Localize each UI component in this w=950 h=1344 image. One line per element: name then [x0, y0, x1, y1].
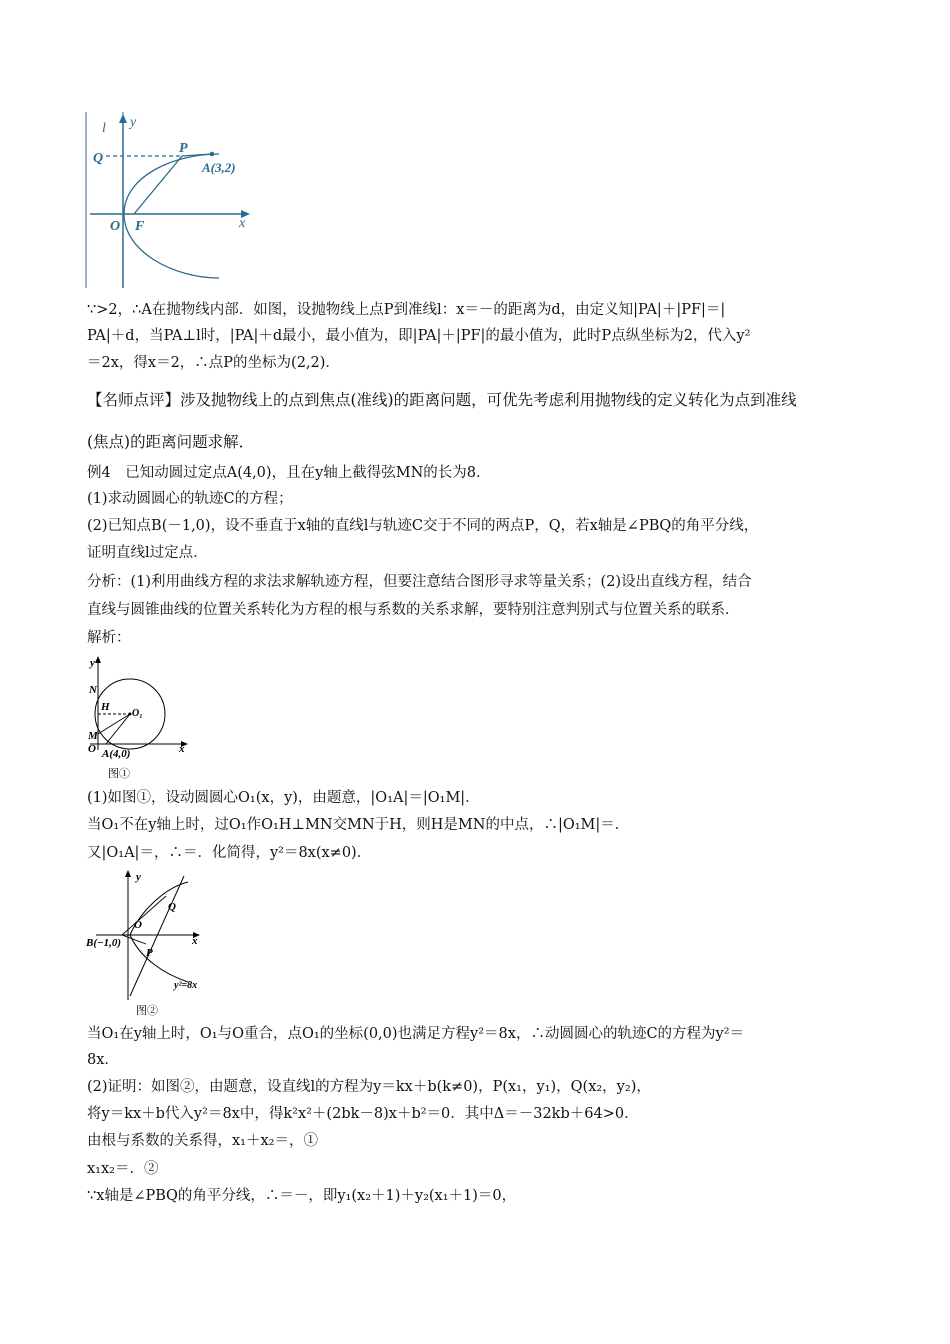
- fig2-x-label: x: [192, 935, 198, 947]
- y-axis-label: y: [130, 115, 137, 130]
- sol1-line3: 又|O₁A|＝，∴＝．化简得，y²＝8x(x≠0)．: [87, 845, 372, 861]
- analysis-line1: 分析：(1)利用曲线方程的求法求解轨迹方程，但要注意结合图形寻求等量关系；(2)设出直线方程，结合: [87, 574, 752, 590]
- analysis-line2: 直线与圆锥曲线的位置关系转化为方程的根与系数的关系求解，要特别注意判别式与位置关系的联系．: [87, 602, 740, 618]
- para1-line3: ＝2x，得x＝2，∴点P的坐标为(2,2)．: [87, 355, 340, 371]
- point-a-label: A(3,2): [202, 160, 236, 175]
- figure-1-circle: [86, 652, 196, 784]
- fig1-o-label: O: [88, 743, 96, 755]
- para1-line2: PA|＋d，当PA⊥l时，|PA|＋d最小，最小值为，即|PA|＋|PF|的最小值为，此时P点纵坐标为2，代入y²: [87, 328, 751, 344]
- solution-label: 解析：: [87, 630, 131, 646]
- example4-q1: (1)求动圆圆心的轨迹C的方程；: [87, 491, 293, 507]
- figure-2-parabola: [84, 866, 214, 1018]
- sol2-line3: (2)证明：如图②，由题意，设直线l的方程为y＝kx＋b(k≠0)，P(x₁，y₁)，Q(x₂，y₂)，: [87, 1079, 651, 1095]
- sol2-line5: 由根与系数的关系得，x₁＋x₂＝，①: [87, 1133, 318, 1149]
- fig1-m-label: M: [88, 730, 98, 742]
- fig1-a-label: A(4,0): [102, 748, 131, 760]
- fig2-b-label: B(−1,0): [86, 937, 122, 949]
- sol2-line4: 将y＝kx＋b代入y²＝8x中，得k²x²＋(2bk－8)x＋b²＝0．其中Δ＝－32kb＋64>0．: [87, 1106, 639, 1122]
- sol1-line2: 当O₁不在y轴上时，过O₁作O₁H⊥MN交MN于H，则H是MN的中点，∴|O₁M|＝．: [87, 817, 630, 833]
- sol2-line1: 当O₁在y轴上时，O₁与O重合，点O₁的坐标(0,0)也满足方程y²＝8x，∴动圆圆心的轨迹C的方程为y²＝: [87, 1026, 745, 1042]
- fig1-x-label: x: [179, 743, 185, 755]
- example4-q2-line1: (2)已知点B(－1,0)，设不垂直于x轴的直线l与轨迹C交于不同的两点P，Q，若x轴是∠PBQ的角平分线，: [87, 518, 759, 534]
- fig1-caption: 图①: [108, 768, 130, 780]
- fig1-n-label: N: [89, 684, 97, 696]
- origin-label: O: [110, 219, 121, 234]
- fig1-y-label: y: [90, 657, 95, 669]
- review-line1: 【名师点评】涉及抛物线上的点到焦点(准线)的距离问题，可优先考虑利用抛物线的定义转化为点到准线: [87, 391, 797, 409]
- fig2-o-label: O: [134, 919, 142, 931]
- x-axis-label: x: [239, 216, 246, 231]
- focus-label: F: [135, 219, 145, 234]
- review-line2: (焦点)的距离问题求解．: [87, 433, 255, 451]
- fig2-caption: 图②: [136, 1005, 158, 1017]
- parabola-figure: [84, 108, 264, 293]
- sol2-line7: ∵x轴是∠PBQ的角平分线，∴＝－，即y₁(x₂＋1)＋y₂(x₁＋1)＝0，: [87, 1188, 517, 1204]
- fig2-curve-label: y²=8x: [174, 980, 198, 991]
- example4-q2-line2: 证明直线l过定点．: [87, 545, 208, 561]
- sol2-line2: 8x．: [87, 1052, 119, 1068]
- fig1-o1-label: O₁: [132, 708, 143, 719]
- point-p-label: P: [179, 141, 188, 156]
- directrix-label: l: [102, 121, 106, 136]
- point-q-label: Q: [93, 151, 104, 166]
- sol2-line6: x₁x₂＝．②: [87, 1161, 159, 1177]
- sol1-line1: (1)如图①，设动圆圆心O₁(x，y)，由题意，|O₁A|＝|O₁M|．: [87, 790, 480, 806]
- fig1-h-label: H: [101, 701, 110, 713]
- fig2-p-label: P: [146, 947, 153, 959]
- fig2-y-label: y: [136, 871, 141, 883]
- example4-title: 例4 已知动圆过定点A(4,0)，且在y轴上截得弦MN的长为8．: [87, 465, 491, 481]
- fig2-q-label: Q: [168, 901, 176, 913]
- para1-line1: ∵>2，∴A在抛物线内部．如图，设抛物线上点P到准线l：x＝－的距离为d，由定义知|PA|＋|PF|＝|: [87, 302, 726, 318]
